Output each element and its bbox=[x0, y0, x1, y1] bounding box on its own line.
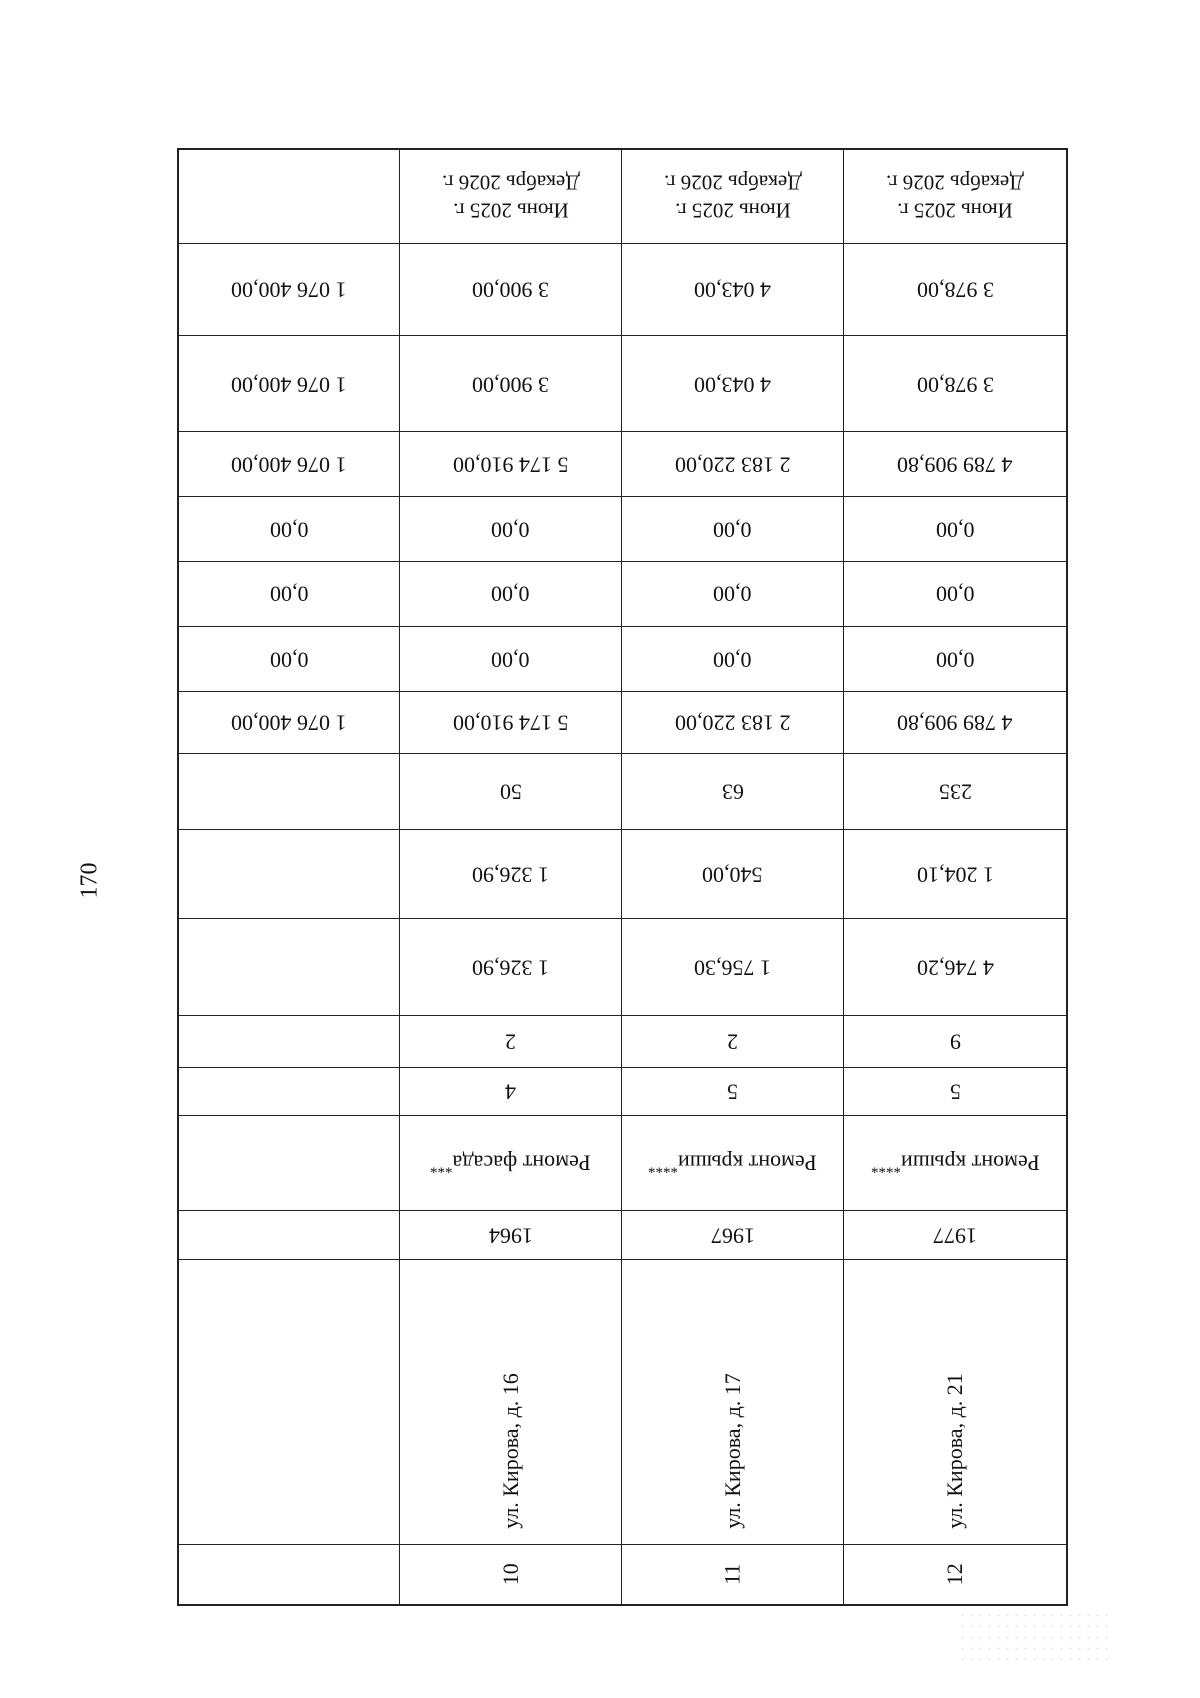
cell-address: ул. Кирова, д. 17 bbox=[622, 1259, 844, 1544]
row-floors bbox=[179, 1067, 1067, 1116]
cell-value: 0,00 bbox=[179, 626, 400, 692]
cell-value: 2 183 220,00 bbox=[622, 692, 844, 754]
cell-value: 4 bbox=[400, 1067, 622, 1116]
cell-value: 9 bbox=[844, 1016, 1067, 1068]
row-zero-3 bbox=[179, 626, 1067, 692]
cell-value: 0,00 bbox=[844, 497, 1067, 562]
cell-index: 11 bbox=[622, 1545, 844, 1605]
row-year bbox=[179, 1211, 1067, 1260]
cell-address bbox=[179, 1259, 400, 1544]
cell-value: 4 789 909,80 bbox=[844, 692, 1067, 754]
cell-value: 63 bbox=[622, 754, 844, 830]
row-fund-total bbox=[179, 432, 1067, 497]
cell-value: 1 076 400,00 bbox=[179, 336, 400, 432]
cell-value: 3 978,00 bbox=[844, 244, 1067, 336]
row-cost-limit bbox=[179, 336, 1067, 432]
row-index bbox=[179, 1545, 1067, 1605]
cell-value: 4 043,00 bbox=[622, 244, 844, 336]
cell-period bbox=[179, 150, 400, 244]
cell-value: 5 174 910,00 bbox=[400, 432, 622, 497]
cell-value bbox=[179, 1016, 400, 1068]
cell-index: 10 bbox=[400, 1545, 622, 1605]
cell-year: 1964 bbox=[400, 1211, 622, 1260]
cell-value: 0,00 bbox=[400, 497, 622, 562]
cell-work bbox=[179, 1116, 400, 1211]
cell-value: 4 789 909,80 bbox=[844, 432, 1067, 497]
row-cost-per-unit bbox=[179, 244, 1067, 336]
cell-period: Июнь 2025 г. Декабрь 2026 г. bbox=[400, 150, 622, 244]
row-total-cost bbox=[179, 692, 1067, 754]
cell-value bbox=[179, 829, 400, 918]
cell-index bbox=[179, 1545, 400, 1605]
cell-value: 0,00 bbox=[400, 561, 622, 626]
cell-address: ул. Кирова, д. 16 bbox=[400, 1259, 622, 1544]
cell-value: 4 746,20 bbox=[844, 918, 1067, 1015]
cell-value: 1 204,10 bbox=[844, 829, 1067, 918]
cell-value: 540,00 bbox=[622, 829, 844, 918]
cell-value: 0,00 bbox=[179, 497, 400, 562]
cell-year bbox=[179, 1211, 400, 1260]
scan-noise bbox=[958, 1610, 1108, 1660]
cell-value: 1 076 400,00 bbox=[179, 432, 400, 497]
cell-value: 1 756,30 bbox=[622, 918, 844, 1015]
row-work-type bbox=[179, 1116, 1067, 1211]
cell-address: ул. Кирова, д. 21 bbox=[844, 1259, 1067, 1544]
row-zero-1 bbox=[179, 497, 1067, 562]
page-number: 170 bbox=[76, 862, 103, 898]
cell-value: 2 183 220,00 bbox=[622, 432, 844, 497]
cell-value: 0,00 bbox=[622, 626, 844, 692]
cell-value: 0,00 bbox=[844, 561, 1067, 626]
cell-index: 12 bbox=[844, 1545, 1067, 1605]
cell-value: 3 900,00 bbox=[400, 244, 622, 336]
cell-value: 235 bbox=[844, 754, 1067, 830]
cell-year: 1977 bbox=[844, 1211, 1067, 1260]
cell-value: 2 bbox=[622, 1016, 844, 1068]
cell-work: Ремонт фасада*** bbox=[400, 1116, 622, 1211]
cell-value: 1 326,90 bbox=[400, 918, 622, 1015]
cell-value: 0,00 bbox=[179, 561, 400, 626]
cell-period: Июнь 2025 г. Декабрь 2026 г. bbox=[622, 150, 844, 244]
cell-work: Ремонт крыши**** bbox=[622, 1116, 844, 1211]
cell-year: 1967 bbox=[622, 1211, 844, 1260]
cell-value: 3 978,00 bbox=[844, 336, 1067, 432]
cell-value: 1 076 400,00 bbox=[179, 692, 400, 754]
row-address bbox=[179, 1259, 1067, 1544]
cell-value bbox=[179, 1067, 400, 1116]
cell-value: 1 076 400,00 bbox=[179, 244, 400, 336]
cell-value: 2 bbox=[400, 1016, 622, 1068]
row-zero-2 bbox=[179, 561, 1067, 626]
cell-value bbox=[179, 918, 400, 1015]
cell-value: 5 bbox=[622, 1067, 844, 1116]
cell-value: 0,00 bbox=[622, 497, 844, 562]
cell-value: 0,00 bbox=[844, 626, 1067, 692]
row-area-total bbox=[179, 918, 1067, 1015]
cell-value: 0,00 bbox=[622, 561, 844, 626]
row-residents bbox=[179, 754, 1067, 830]
cell-value: 0,00 bbox=[400, 626, 622, 692]
cell-value: 5 bbox=[844, 1067, 1067, 1116]
cell-value: 3 900,00 bbox=[400, 336, 622, 432]
cell-work: Ремонт крыши**** bbox=[844, 1116, 1067, 1211]
cell-period: Июнь 2025 г. Декабрь 2026 г. bbox=[844, 150, 1067, 244]
cell-value: 4 043,00 bbox=[622, 336, 844, 432]
cell-value: 50 bbox=[400, 754, 622, 830]
cell-value: 5 174 910,00 bbox=[400, 692, 622, 754]
row-entrances bbox=[179, 1016, 1067, 1068]
row-area-living bbox=[179, 829, 1067, 918]
row-period bbox=[179, 150, 1067, 244]
cell-value: 1 326,90 bbox=[400, 829, 622, 918]
cell-value bbox=[179, 754, 400, 830]
works-table bbox=[177, 148, 1068, 1606]
